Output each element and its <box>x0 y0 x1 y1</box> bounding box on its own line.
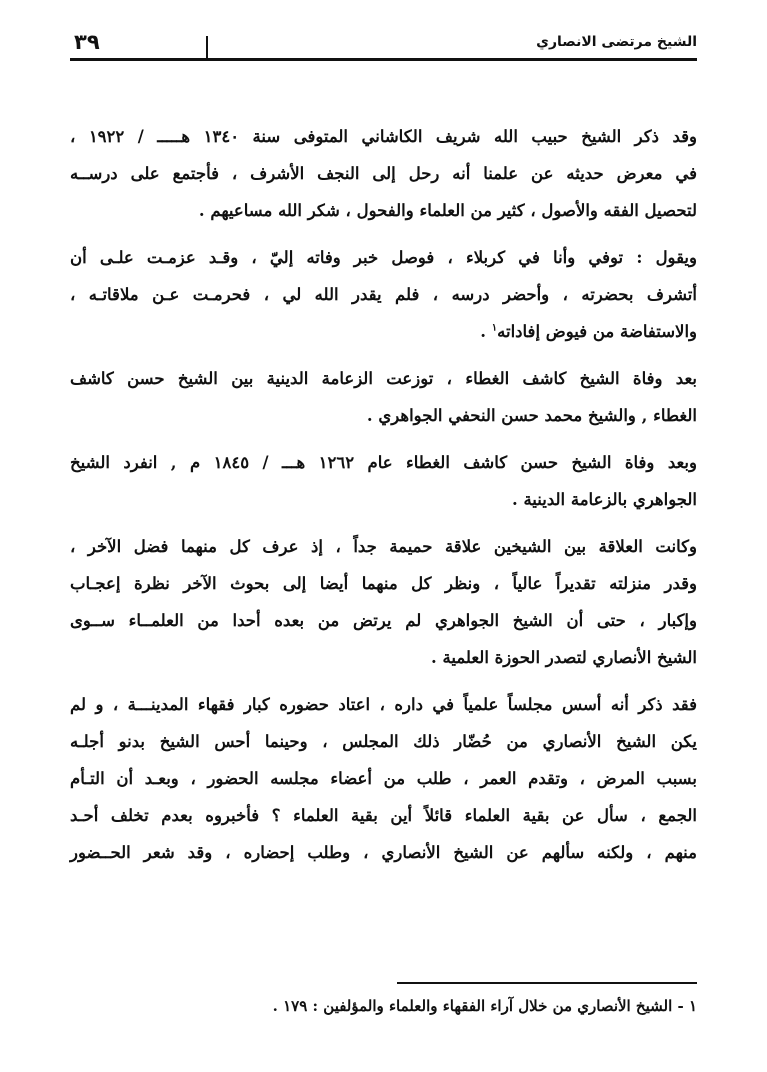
paragraph-3 <box>70 360 697 434</box>
text-line: الجواهري بالزعامة الدينية . <box>511 490 697 509</box>
text-segment: . <box>480 322 492 341</box>
text-line: منهم ، ولكنه سألهم عن الشيخ الأنصاري ، وطلب إحضاره ، وقد شعر الحــضور <box>70 843 697 862</box>
footnote-separator <box>397 982 697 984</box>
text-line: الجمع ، سأل عن بقية العلماء قائلاً أين بقية العلماء ؟ فأخبروه بعدم تخلف أحـد <box>70 806 697 825</box>
text-line: فقد ذكر أنه أسس مجلساً علمياً في داره ، اعتاد حضوره كبار فقهاء المدينـــة ، و لم <box>70 695 697 714</box>
running-header <box>70 30 697 60</box>
text-line: لتحصيل الفقه والأصول ، كثير من العلماء والفحول ، شكر الله مساعيهم . <box>198 201 697 220</box>
paragraph-1 <box>70 118 697 229</box>
footnote-marker: ١ <box>491 322 498 334</box>
text-line: وبعد وفاة الشيخ حسن كاشف الغطاء عام ١٢٦٢ هـــ / ١٨٤٥ م , انفرد الشيخ <box>70 453 697 472</box>
text-line: بسبب المرض ، وتقدم العمر ، طلب من أعضاء مجلسه الحضور ، وبعـد أن التـأم <box>70 769 697 788</box>
body-text <box>70 118 697 881</box>
text-line: ويقول : توفي وأنا في كربلاء ، فوصل خبر وفاته إليّ ، وقـد عزمـت علـى أن <box>70 248 697 267</box>
text-line: الشيخ الأنصاري لتصدر الحوزة العلمية . <box>431 648 697 667</box>
paragraph-4 <box>70 444 697 518</box>
paragraph-5 <box>70 528 697 676</box>
header-rule <box>70 58 697 61</box>
footnote: ١ - الشيخ الأنصاري من خلال آراء الفقهاء والعلماء والمؤلفين : ١٧٩ . <box>272 997 697 1015</box>
text-line: في معرض حديثه عن علمنا أنه رحل إلى النجف الأشرف ، فأجتمع على درســه <box>70 164 697 183</box>
text-line-with-footnote <box>70 313 697 350</box>
paragraph-2 <box>70 239 697 350</box>
text-line: أتشرف بحضرته ، وأحضر درسه ، فلم يقدر الله لي ، فحرمـت عـن ملاقاتـه ، <box>70 285 697 304</box>
running-title: الشيخ مرتضى الانصاري <box>536 34 697 50</box>
text-line: وكانت العلاقة بين الشيخين علاقة حميمة جداً ، إذ عرف كل منهما فضل الآخر ، <box>70 537 697 556</box>
paragraph-6 <box>70 686 697 871</box>
text-line: وإكبار ، حتى أن الشيخ الجواهري لم يرتض من بعده أحدا من العلمــاء ســوى <box>70 611 697 630</box>
header-divider-tick <box>206 36 208 58</box>
text-line: بعد وفاة الشيخ كاشف الغطاء ، توزعت الزعامة الدينية بين الشيخ حسن كاشف <box>70 369 697 388</box>
page-number: ٣٩ <box>74 30 100 54</box>
text-line: الغطاء , والشيخ محمد حسن النحفي الجواهري . <box>366 406 697 425</box>
text-line: وقدر منزلته تقديراً عالياً ، ونظر كل منهما أيضا إلى بحوث الآخر نظرة إعجـاب <box>70 574 697 593</box>
text-segment: والاستفاضة من فيوض إفاداته <box>497 322 697 341</box>
text-line: يكن الشيخ الأنصاري من حُضّار ذلك المجلس ، وحينما أحس الشيخ بدنو أجلـه <box>70 732 697 751</box>
text-line: وقد ذكر الشيخ حبيب الله شريف الكاشاني المتوفى سنة ١٣٤٠ هـــــ / ١٩٢٢ ، <box>70 127 697 146</box>
